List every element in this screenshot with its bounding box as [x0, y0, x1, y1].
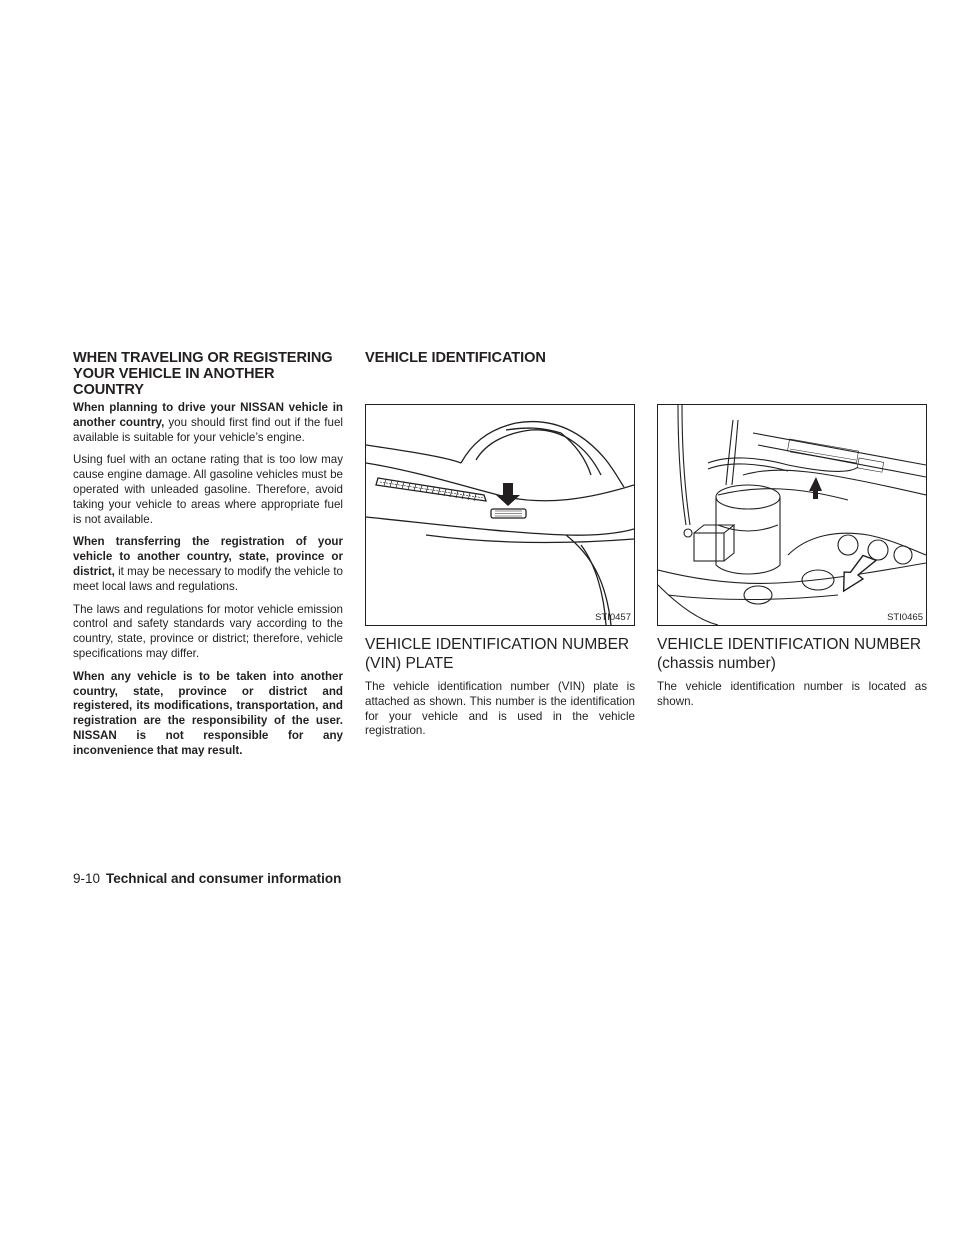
chassis-number-illustration [657, 404, 927, 626]
dashboard-drawing [366, 405, 634, 625]
paragraph-planning [73, 401, 343, 445]
page-number: 9-10 [73, 871, 101, 886]
chassis-number-heading [657, 636, 927, 673]
paragraph-planning-rest: you should first find out if the fuel available is suitable for your vehicle’s engine. [73, 415, 343, 444]
figure-code: STI0457 [595, 612, 631, 623]
chassis-heading-main: VEHICLE IDENTIFICATION NUMBER [657, 636, 922, 653]
paragraph-registration-bold: When transferring the registration of your vehicle to another country, state, province or district, [73, 535, 343, 578]
page-footer [73, 871, 341, 886]
chassis-number-description: The vehicle identification number is located as shown. [657, 680, 927, 708]
left-column [73, 350, 343, 767]
paragraph-laws: The laws and regulations for motor vehicle emission control and safety standards vary according to the country, state, province or district; therefore, vehicle specifications may differ. [73, 602, 343, 660]
chassis-heading-sub: (chassis number) [657, 654, 776, 672]
section-heading-vehicle-identification: VEHICLE IDENTIFICATION [365, 350, 546, 366]
middle-column [365, 350, 635, 747]
vin-plate-description: The vehicle identification number (VIN) plate is attached as shown. This number is the identification for your vehicle and is used in the vehicle registration. [365, 680, 635, 738]
vin-plate-illustration [365, 404, 635, 626]
chapter-title: Technical and consumer information [106, 871, 342, 886]
paragraph-registration [73, 535, 343, 594]
figure-code: STI0465 [887, 612, 923, 623]
section-heading-traveling: WHEN TRAVELING OR REGISTERING YOUR VEHICLE IN ANOTHER COUNTRY [73, 350, 333, 398]
paragraph-planning-bold: When planning to drive your NISSAN vehicle in another country, [73, 401, 343, 429]
vin-plate-heading: VEHICLE IDENTIFICATION NUMBER (VIN) PLATE [365, 636, 630, 672]
arrow-up-icon [809, 477, 822, 499]
paragraph-registration-rest: it may be necessary to modify the vehicle to meet local laws and regulations. [73, 564, 343, 593]
arrow-outline-icon [838, 551, 876, 597]
paragraph-responsibility: When any vehicle is to be taken into another country, state, province or district and registered, its modifications, transportation, and registration are the responsibility of the user. NISSAN is not responsible for any inconvenience that may result. [73, 669, 343, 757]
arrow-down-icon [496, 483, 520, 506]
paragraph-octane: Using fuel with an octane rating that is too low may cause engine damage. All gasoline vehicles must be operated with unleaded gasoline. Therefore, avoid taking your vehicle to areas where appropriate fuel is not available. [73, 453, 343, 526]
right-column [657, 404, 927, 718]
engine-bay-drawing [658, 405, 926, 625]
